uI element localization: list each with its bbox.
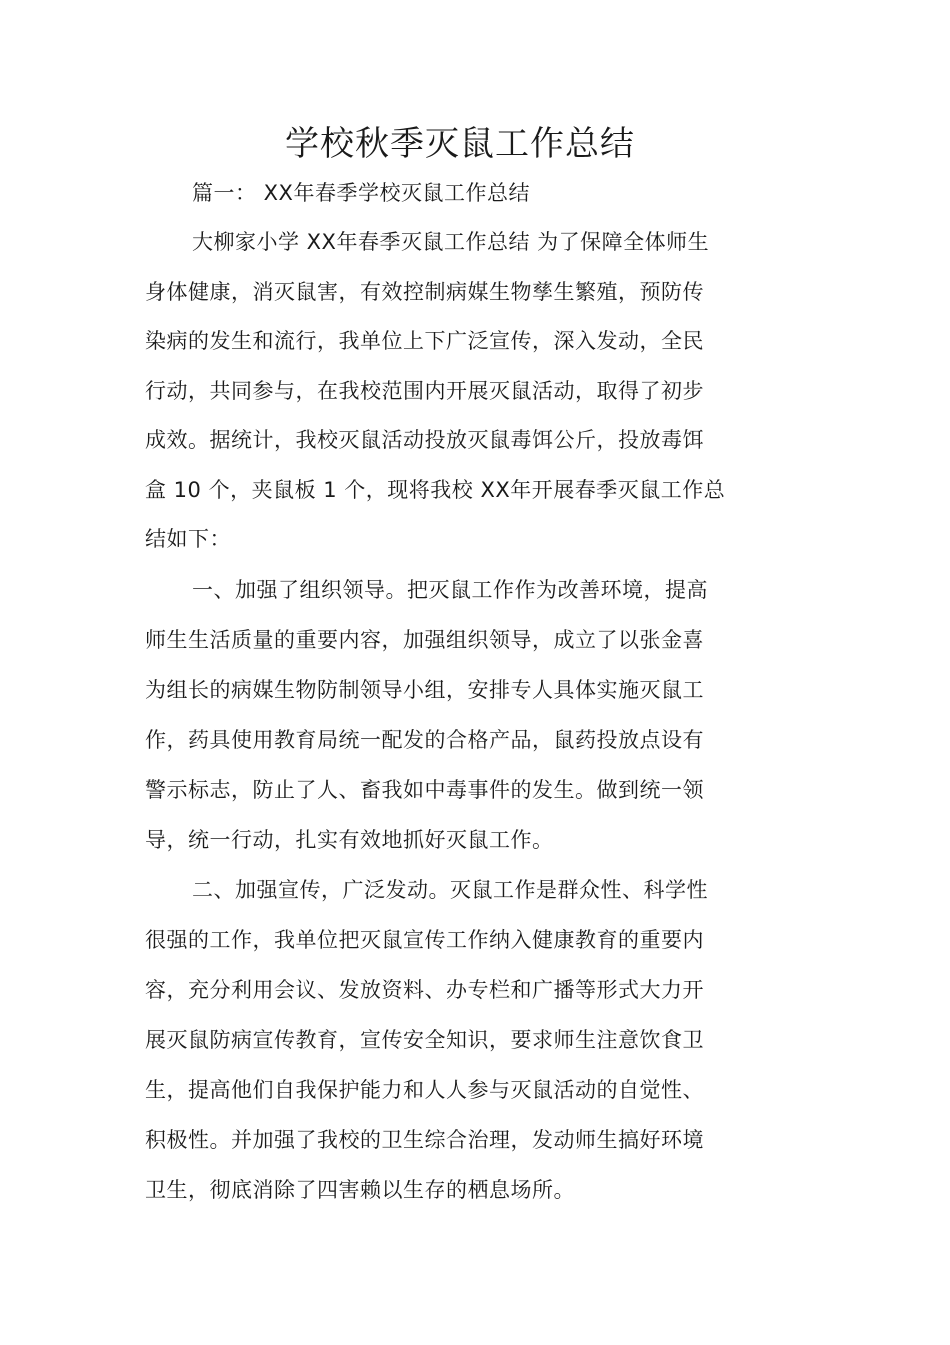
text-line: 展灭鼠防病宣传教育，宣传安全知识，要求师生注意饮食卫 [145, 1028, 704, 1052]
text-line: 卫生，彻底消除了四害赖以生存的栖息场所。 [145, 1178, 575, 1202]
text-line: 生，提高他们自我保护能力和人人参与灭鼠活动的自觉性、 [145, 1078, 704, 1102]
text-line: 染病的发生和流行，我单位上下广泛宣传，深入发动，全民 [145, 329, 704, 353]
text-line: 导，统一行动，扎实有效地抓好灭鼠工作。 [145, 828, 554, 852]
text-line: 师生生活质量的重要内容，加强组织领导，成立了以张金喜 [145, 628, 704, 652]
text-line: 警示标志，防止了人、畜我如中毒事件的发生。做到统一领 [145, 778, 704, 802]
text-line: 成效。据统计，我校灭鼠活动投放灭鼠毒饵公斤，投放毒饵 [145, 428, 704, 452]
text-line: 大柳家小学 XX年春季灭鼠工作总结 为了保障全体师生 [192, 230, 710, 254]
text-line: 一、加强了组织领导。把灭鼠工作作为改善环境，提高 [192, 578, 708, 602]
text-line: 行动，共同参与，在我校范围内开展灭鼠活动，取得了初步 [145, 379, 704, 403]
text-line: 很强的工作，我单位把灭鼠宣传工作纳入健康教育的重要内 [145, 928, 704, 952]
text-line: 容，充分利用会议、发放资料、办专栏和广播等形式大力开 [145, 978, 704, 1002]
document-title: 学校秋季灭鼠工作总结 [285, 124, 635, 164]
text-line: 作，药具使用教育局统一配发的合格产品，鼠药投放点设有 [145, 728, 704, 752]
text-line: 身体健康，消灭鼠害，有效控制病媒生物孳生繁殖，预防传 [145, 280, 704, 304]
text-line: 盒 10 个，夹鼠板 1 个，现将我校 XX年开展春季灭鼠工作总 [145, 478, 726, 502]
text-line: 结如下： [145, 527, 231, 551]
text-line: 为组长的病媒生物防制领导小组，安排专人具体实施灭鼠工 [145, 678, 704, 702]
text-line: 二、加强宣传，广泛发动。灭鼠工作是群众性、科学性 [192, 878, 708, 902]
section-heading: 篇一： XX年春季学校灭鼠工作总结 [192, 181, 530, 205]
text-line: 积极性。并加强了我校的卫生综合治理，发动师生搞好环境 [145, 1128, 704, 1152]
